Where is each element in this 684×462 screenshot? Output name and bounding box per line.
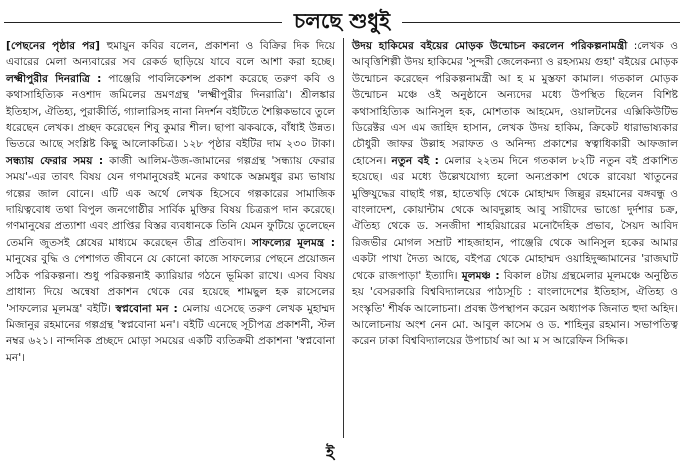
right-headline: উদয় হাকিমের বইয়ের মোড়ক উন্মোচন করলেন পরিকল্পনামন্ত্রী [352, 40, 628, 52]
text-safolyer-mulmontro: মানুষের বুদ্ধি ও পেশাগত জীবনে যে কোনো কাজে সাফল্যের পেছনে প্রয়োজন সঠিক পরিকল্পনা। শুধু পরিকল্পনাই ক্যারিয়ার গঠনে ভূমিকা রাখে। এসব বিষয় প্রাধান্য দিয়ে অন্বেষা প্রকাশন থেকে বের হয়েছে শামছুল হক রাসেলের 'সাফল্যের মূলমন্ত্র' বইটি। [6, 253, 335, 315]
section-header [0, 4, 684, 38]
left-column [6, 38, 335, 446]
right-article-body [352, 38, 678, 350]
subhead-mulmoncho: মূলমঞ্চ : [461, 269, 500, 282]
right-column [352, 38, 678, 446]
subhead-lakshmipurir-dinratri: লক্ষ্মীপুরীর দিনরাত্রি : [6, 72, 102, 85]
subhead-notun-boi: নতুন বই : [391, 154, 439, 167]
left-article-body [6, 38, 335, 366]
subhead-safolyer-mulmontro: সাফল্যের মূলমন্ত্র : [251, 236, 335, 249]
subhead-sandhyay-ferar-somoy: সন্ধ্যায় ফেরার সময় : [6, 154, 104, 167]
left-intro-text: হুমায়ুন কবির বলেন, প্রকাশনা ও বিক্রির দিক দিয়ে এবারের মেলা অন্যবারের সব রেকর্ড ছাড়িয়ে যাবে বলে আশা করা হচ্ছে। [6, 40, 335, 69]
column-divider [343, 38, 344, 438]
cropped-heading-fragment: ই [326, 443, 335, 462]
text-lakshmipurir-dinratri: পাঞ্জেরি পাবলিকেশন্স প্রকাশ করেছে তরুণ কবি ও কথাসাহিত্যিক নওশাদ জমিলের ভ্রমণগ্রন্থ 'লক্ষ্মীপুরীর দিনরাত্রি'। শ্রীলঙ্কার ইতিহাস, ঐতিহ্য, পুরাকীর্তি, গ্যালারিসহ নানা নিদর্শন বইটিতে শৈল্পিকভাবে তুলে ধরেছেন লেখক। প্রচ্ছদ করেছেন শিবু কুমার শীল। ছাপা ঝকঝকে, বাঁধাই উন্নত। ভিতরে আছে সংশ্লিষ্ট কিছু আলোকচিত্র। ১২৮ পৃষ্ঠার বইটির দাম ২৩০ টাকা। [6, 72, 336, 151]
right-intro-text: :লেখক ও আবৃত্তিশিল্পী উদয় হাকিমের 'সুন্দরী জেলেকন্যা ও রহস্যময় গুহা' বইয়ের মোড়ক উন্মোচন করেছেন পরিকল্পনামন্ত্রী আ হ ম মুস্তফা কামাল। গতকাল মোড়ক উন্মোচন মঞ্চে ওই অনুষ্ঠানে অন্যদের মধ্যে উপস্থিত ছিলেন বিশিষ্ট কথাসাহিত্যিক আনিসুল হক, মোশতাক আহমেদ, ওয়ালটনের এক্সিকিউটিভ ডিরেক্টর এস এম জাহিদ হাসান, লেখক উদয় হাকিম, ক্রিকেট ধারাভাষ্যকার চৌধুরী জাফর উল্লাহ সরাফত ও অনিন্দ্য প্রকাশের স্বত্বাধিকারী আফজাল হোসেন। [352, 40, 678, 167]
subhead-swapnobona-mon: স্বপ্নবোনা মন : [115, 302, 178, 315]
text-mulmoncho: বিকাল ৪টায় গ্রন্থমেলার মূলমঞ্চে অনুষ্ঠিত হয় 'বেসরকারি বিশ্ববিদ্যালয়ের পাঠ্যসূচি : বাংলাদেশের ইতিহাস, ঐতিহ্য ও সংস্কৃতি' শীর্ষক আলোচনা। প্রবন্ধ উপস্থাপন করেন অধ্যাপক জিনাত হুদা অহিদ। আলোচনায় অংশ নেন মো. আবুল কাসেম ও ড. শাহিনুর রহমান। সভাপতিত্ব করেন ঢাকা বিশ্ববিদ্যালয়ের উপাচার্য আ আ ম স আরেফিন সিদ্দিক। [352, 269, 679, 348]
text-notun-boi: মেলার ২২তম দিনে গতকাল ৮২টি নতুন বই প্রকাশিত হয়েছে। এর মধ্যে উল্লেখযোগ্য হলো অন্যপ্রকাশ থেকে রাবেয়া খাতুনের মুক্তিযুদ্ধের বাছাই গল্প, হাতেখড়ি থেকে মোহাম্মদ জিল্লুর রহমানের বঙ্গবন্ধু ও বাংলাদেশ, কোয়ান্টাম থেকে আবদুল্লাহ আবু সায়ীদের ভাঙো দুর্দশার চক্র, ঐতিহ্য থেকে ড. সনজীদা শাহরিয়ারের মনোদৈহিক প্রভাব, সৈয়দ আবিদ রিজভীর মোগল সম্রাট শাহজাহান, পাঞ্জেরি থেকে আনিসুল হকের আমার একটা পাখা দৈত্য আছে, বইপত্র থেকে মোহাম্মদ ওয়াহিদুজ্জামানের 'রাজঘাট থেকে রাজপাড়া' ইত্যাদি। [352, 154, 679, 282]
text-swapnobona-mon: মেলায় এসেছে তরুণ লেখক মুহাম্মদ মিজানুর রহমানের গল্পগ্রন্থ 'স্বপ্নবোনা মন'। বইটি এনেছে সূচীপত্র প্রকাশনী, স্টল নম্বর ৬২১। নান্দনিক প্রচ্ছদে মোড়া সময়ের একটি ব্যতিক্রমী প্রকাশনা 'স্বপ্নবোনা মন'। [6, 302, 335, 364]
section-title: চলছে শুধুই [282, 8, 402, 33]
continued-tag: [পেছনের পৃষ্ঠার পর] [6, 40, 100, 52]
text-sandhyay-ferar-somoy: কাজী আলিম-উজ-জামানের গল্পগ্রন্থ 'সন্ধ্যায় ফেরার সময়'-এর তাবৎ বিষয় যেন গণমানুষেরই মনের কথাকে অম্লমধুর রম্য ভাষায় গল্পের জাল বোনে। এটি এক অর্থে লেখক হিসেবে গল্পকারের সামাজিক দায়িত্ববোধ তথা বিপুল জনগোষ্ঠীর সার্বিক মুক্তির বিষয় চিত্ররূপ দান করেছে। গণমানুষের প্রত্যাশা এবং প্রাপ্তির বিস্তর ব্যবধানকে তিনি যেমন ফুটিয়ে তুলেছেন তেমনি জুতসই শ্লেষের মাধ্যমে করেছেন তীব্র প্রতিবাদ। [6, 154, 335, 249]
